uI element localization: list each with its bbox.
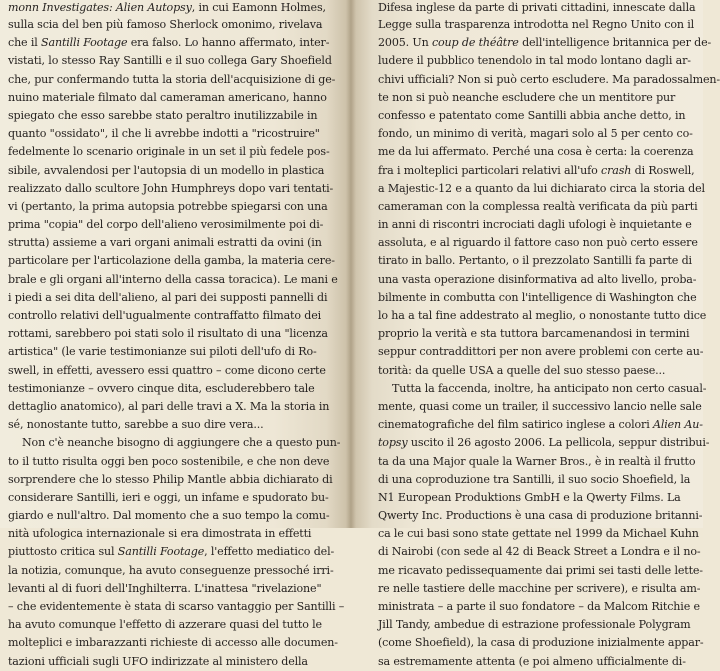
text-line: swell, in effetti, avessero essi quattro – come dicono certe — [8, 363, 326, 377]
text-line: to il tutto risulta oggi ben poco sostenibile, e che non deve — [8, 454, 330, 468]
text-line: ta da una Major quale la Warner Bros., è in realtà il frutto — [378, 454, 696, 468]
text-line: nità ufologica internazionale si era dimostrata in effetti — [8, 527, 312, 541]
text-line: ha avuto comunque l'effetto di azzerare quasi del tutto le — [8, 618, 322, 632]
text-line: di una coproduzione tra Santilli, il suo socio Shoefield, la — [378, 472, 691, 486]
text-line: testimonianze – ovvero cinque dita, escluderebbero tale — [8, 381, 315, 395]
text-line: controllo relativi dell'ugualmente contraffatto filmato dei — [8, 309, 322, 322]
text-line: chivi ufficiali? Non si può certo escludere. Ma paradossalmen- — [378, 72, 720, 86]
text-line: una vasta operazione disinformativa ad alto livello, proba- — [378, 272, 697, 286]
text-line: dettaglio anatomico), al pari delle travi a X. Ma la storia in — [8, 399, 330, 413]
text-line: N1 European Produktions GmbH e la Qwerty Films. La — [378, 490, 681, 504]
text-line: Non c'è neanche bisogno di aggiungere che a questo pun- — [22, 436, 341, 450]
text-line: in anni di riscontri incrociati dagli ufologi è inquietante e — [378, 218, 692, 232]
text-line: molteplici e imbarazzanti richieste di accesso alle documen- — [8, 636, 338, 650]
text-line: Qwerty Inc. Productions è una casa di produzione britanni- — [378, 509, 703, 523]
text-line: vi (pertanto, la prima autopsia potrebbe spiegarsi con una — [8, 199, 328, 213]
text-line: sibile, avvalendosi per l'autopsia di un modello in plastica — [8, 163, 325, 177]
text-line: particolare per l'articolazione della gamba, la materia cere- — [8, 254, 335, 268]
text-line: cinematografiche del film satirico inglese a colori Alien Au- — [378, 418, 703, 432]
text-line: topsy uscito il 26 agosto 2006. La pellicola, seppur distribui- — [378, 436, 710, 450]
text-line: fra i molteplici particolari relativi all'ufo crash di Roswell, — [378, 163, 695, 177]
text-line: considerare Santilli, ieri e oggi, un infame e spudorato bu- — [8, 490, 329, 504]
text-line: levanti al di fuori dell'Inghilterra. L'inattesa "rivelazione" — [8, 581, 322, 595]
text-line: proprio la verità e sta tuttora barcamenandosi in termini — [378, 327, 690, 341]
left-page — [0, 0, 351, 668]
text-line: 2005. Un coup de théâtre dell'intelligence britannica per de- — [378, 36, 712, 50]
text-line: ministrata – a parte il suo fondatore – da Malcom Ritchie e — [378, 600, 700, 613]
text-line: confesso e patentato come Santilli abbia anche detto, in — [378, 108, 686, 122]
text-line: la notizia, comunque, ha avuto conseguenze pressoché irri- — [8, 563, 334, 577]
text-line: Tutta la faccenda, inoltre, ha anticipato non certo casual- — [392, 381, 707, 395]
text-line: cameraman con la complessa realtà verificata da più parti — [378, 199, 698, 213]
text-line: (come Shoefield), la casa di produzione inizialmente appar- — [378, 636, 704, 650]
text-line: rottami, sarebbero poi stati solo il risultato di una "licenza — [8, 327, 328, 341]
text-line: strutta) assieme a vari organi animali estratti da ovini (in — [8, 236, 322, 250]
text-line: re nelle tastiere delle macchine per scrivere), e risulta am- — [378, 581, 701, 595]
text-line: te non si può neanche escludere che un mentitore pur — [378, 90, 676, 104]
text-line: fedelmente lo scenario originale in un set il più fedele pos- — [8, 145, 330, 159]
text-line: di Nairobi (con sede al 42 di Beack Street a Londra e il no- — [378, 545, 701, 559]
text-line: spiegato che esso sarebbe stato peraltro inutilizzabile in — [8, 108, 318, 122]
text-line: vistati, lo stesso Ray Santilli e il suo collega Gary Shoefield — [8, 54, 332, 68]
text-line: quanto "ossidato", il che li avrebbe indotti a "ricostruire" — [8, 127, 320, 141]
text-line: assoluta, e al riguardo il fattore caso non può certo essere — [378, 236, 698, 250]
text-line: Legge sulla trasparenza introdotta nel Regno Unito con il — [378, 18, 695, 31]
text-line: sulla scia del ben più famoso Sherlock omonimo, rivelava — [8, 18, 323, 31]
text-line: nuino materiale filmato dal cameraman americano, hanno — [8, 90, 327, 104]
text-line: giardo e null'altro. Dal momento che a suo tempo la comu- — [8, 509, 330, 523]
text-line: fondo, un minimo di verità, magari solo al 5 per cento co- — [378, 127, 693, 141]
text-line: ludere il pubblico tenendolo in tal modo lontano dagli ar- — [378, 54, 691, 68]
text-line: piuttosto critica sul Santilli Footage, l'effetto mediatico del- — [8, 545, 335, 559]
text-line: monn Investigates: Alien Autopsy, in cui Eamonn Holmes, — [8, 1, 326, 14]
text-line: prima "copia" del corpo dell'alieno verosimilmente poi di- — [8, 218, 324, 232]
text-line: lo ha a tal fine addestrato al meglio, o nonostante tutto dice — [378, 309, 707, 322]
text-line: mente, quasi come un trailer, il successivo lancio nelle sale — [378, 399, 702, 413]
text-line: che, pur confermando tutta la storia dell'acquisizione di ge- — [8, 72, 336, 86]
book-gutter — [346, 0, 356, 528]
text-line: i piedi a sei dita dell'alieno, al pari dei supposti pannelli di — [8, 290, 328, 304]
text-line: tazioni ufficiali sugli UFO indirizzate al ministero della — [8, 654, 308, 668]
text-line: torità: da quelle USA a quelle del suo stesso paese... — [378, 363, 666, 377]
text-line: me ricavato pedissequamente dai primi sei tasti delle lette- — [378, 563, 703, 577]
text-line: a Majestic-12 e a quanto da lui dichiarato circa la storia del — [378, 181, 705, 195]
text-line: che il Santilli Footage era falso. Lo hanno affermato, inter- — [8, 36, 330, 50]
text-line: tirato in ballo. Pertanto, o il prezzolato Santilli fa parte di — [378, 254, 692, 268]
text-line: bilmente in combutta con l'intelligence di Washington che — [378, 290, 697, 304]
right-text-column — [378, 0, 720, 671]
text-line: sorprendere che lo stesso Philip Mantle abbia dichiarato di — [8, 472, 333, 486]
left-text-column — [8, 0, 345, 671]
text-line: brale e gli organi all'interno della cassa toracica). Le mani e — [8, 272, 338, 286]
text-line: artistica" (le varie testimonianze sui piloti dell'ufo di Ro- — [8, 345, 317, 359]
text-line: me da lui affermato. Perché una cosa è certa: la coerenza — [378, 145, 694, 159]
text-line: – che evidentemente è stata di scarso vantaggio per Santilli – — [8, 600, 345, 613]
text-line: Jill Tandy, ambedue di estrazione professionale Polygram — [378, 618, 691, 632]
text-line: seppur contraddittori per non avere problemi con certe au- — [378, 345, 704, 359]
text-line: sa estremamente attenta (e poi almeno ufficialmente di- — [378, 654, 686, 668]
text-line: ca le cui basi sono state gettate nel 1999 da Michael Kuhn — [378, 527, 699, 541]
text-line: realizzato dallo scultore John Humphreys dopo vari tentati- — [8, 181, 334, 195]
text-line: sé, nonostante tutto, sarebbe a suo dire vera... — [8, 418, 264, 432]
right-page — [351, 0, 720, 668]
text-line: Difesa inglese da parte di privati cittadini, innescate dalla — [378, 1, 696, 14]
